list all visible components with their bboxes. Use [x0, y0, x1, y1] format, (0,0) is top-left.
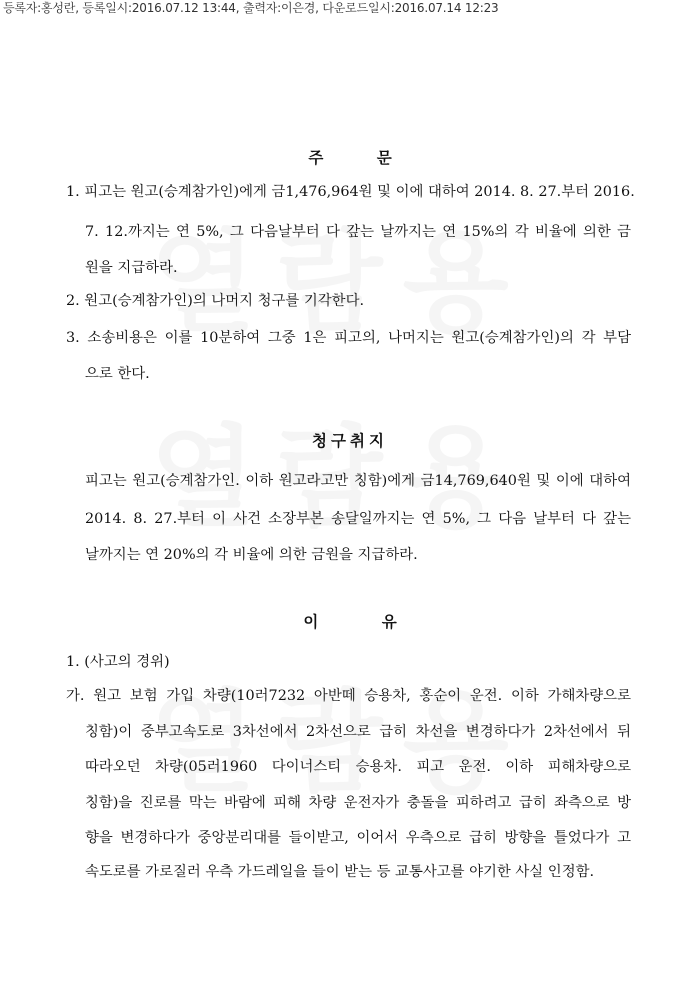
judgment-line: 으로 한다.: [85, 366, 150, 382]
reasons-line: 가. 원고 보험 가입 차량(10러7232 아반떼 승용차, 홍순이 운전. 이하 가해차량으로: [66, 688, 631, 704]
reasons-line: 향을 변경하다가 중앙분리대를 들이받고, 이어서 우측으로 급히 방향을 틀었다가 고: [85, 830, 631, 846]
judgment-line: 7. 12.까지는 연 5%, 그 다음날부터 다 갚는 날까지는 연 15%의 각 비율에 의한 금: [85, 224, 631, 240]
reasons-line: 속도로를 가로질러 우측 가드레일을 들이 받는 등 교통사고를 야기한 사실 인정함.: [85, 864, 595, 880]
claim-line: 피고는 원고(승계참가인. 이하 원고라고만 칭함)에게 금14,769,640원 및 이에 대하여: [85, 473, 631, 489]
reasons-line: 따라오던 차량(05러1960 다이너스티 승용차. 피고 운전. 이하 피해차량으로: [85, 759, 631, 775]
judgment-line: 3. 소송비용은 이를 10분하여 그중 1은 피고의, 나머지는 원고(승계참가인)의 각 부담: [66, 330, 631, 346]
judgment-line: 원을 지급하라.: [85, 260, 178, 276]
reasons-line: 칭함)을 진로를 막는 바람에 피해 차량 운전자가 충돌을 피하려고 급히 좌측으로 방: [85, 795, 631, 811]
document-header-meta: 등록자:홍성란, 등록일시:2016.07.12 13:44, 출력자:이은경, 다운로드일시:2016.07.14 12:23: [3, 1, 499, 15]
judgment-title: 주 문: [308, 149, 392, 167]
reasons-title: 이 유: [303, 613, 397, 631]
judgment-line: 2. 원고(승계참가인)의 나머지 청구를 기각한다.: [66, 293, 365, 309]
reasons-line: 1. (사고의 경위): [66, 654, 170, 670]
reasons-line: 칭함)이 중부고속도로 3차선에서 2차선으로 급히 차선을 변경하다가 2차선에서 뒤: [85, 724, 631, 740]
claim-title: 청구취지: [312, 432, 388, 450]
claim-line: 날까지는 연 20%의 각 비율에 의한 금원을 지급하라.: [85, 547, 418, 563]
judgment-line: 1. 피고는 원고(승계참가인)에게 금1,476,964원 및 이에 대하여 2014. 8. 27.부터 2016.: [66, 184, 635, 200]
claim-line: 2014. 8. 27.부터 이 사건 소장부본 송달일까지는 연 5%, 그 다음 날부터 다 갚는: [85, 511, 631, 527]
